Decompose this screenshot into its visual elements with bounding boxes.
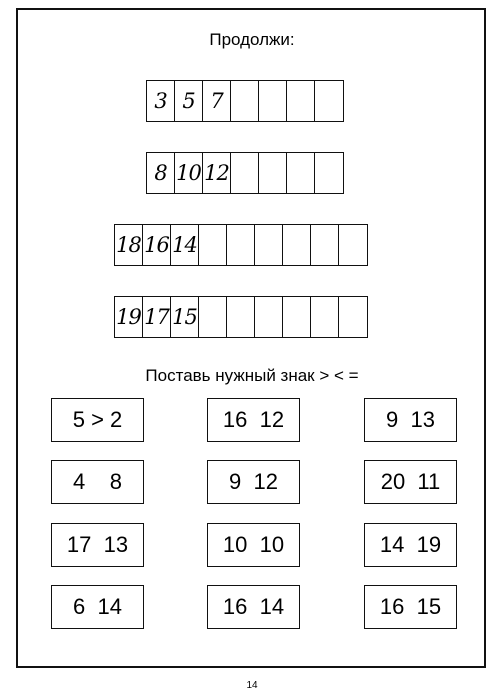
sequence-cell: 18 [115,225,143,265]
comparison-box[interactable]: 9 12 [207,460,300,504]
sequence-cell[interactable] [287,81,315,121]
comparison-box[interactable]: 6 14 [51,585,144,629]
sequence-cell[interactable] [315,81,343,121]
sequence-cell[interactable] [339,225,367,265]
comparison-box[interactable]: 9 13 [364,398,457,442]
sequence-cell[interactable] [311,297,339,337]
sequence-cell: 12 [203,153,231,193]
sequence-cell[interactable] [199,297,227,337]
sequence-cell[interactable] [259,81,287,121]
sequence-cell[interactable] [287,153,315,193]
sequence-cell: 16 [143,225,171,265]
sequence-cell: 19 [115,297,143,337]
sequence-cell[interactable] [339,297,367,337]
sequence-row-1 [146,80,344,122]
comparison-box[interactable]: 20 11 [364,460,457,504]
sequence-cell: 14 [171,225,199,265]
comparison-box[interactable]: 10 10 [207,523,300,567]
comparison-box[interactable]: 16 15 [364,585,457,629]
sequence-cell[interactable] [259,153,287,193]
sequence-cell[interactable] [315,153,343,193]
comparison-box[interactable]: 5 > 2 [51,398,144,442]
comparison-box[interactable]: 16 12 [207,398,300,442]
sequence-row-3 [114,224,368,266]
sequence-cell: 17 [143,297,171,337]
sequence-cell[interactable] [255,297,283,337]
sequence-cell: 15 [171,297,199,337]
sequence-cell[interactable] [255,225,283,265]
sequence-cell[interactable] [227,297,255,337]
sequence-cell: 5 [175,81,203,121]
sequence-cell: 8 [147,153,175,193]
comparison-box[interactable]: 14 19 [364,523,457,567]
continue-heading: Продолжи: [209,30,295,49]
sequence-cell[interactable] [231,153,259,193]
comparison-box[interactable]: 16 14 [207,585,300,629]
sequence-cell: 7 [203,81,231,121]
sequence-cell: 3 [147,81,175,121]
sequence-cell: 10 [175,153,203,193]
page-number: 14 [246,680,258,691]
sequence-row-2 [146,152,344,194]
comparison-box[interactable]: 4 8 [51,460,144,504]
sequence-cell[interactable] [283,297,311,337]
sequence-row-4 [114,296,368,338]
compare-heading: Поставь нужный знак > < = [145,366,359,385]
sequence-cell[interactable] [227,225,255,265]
sequence-cell[interactable] [199,225,227,265]
sequence-cell[interactable] [231,81,259,121]
sequence-cell[interactable] [283,225,311,265]
comparison-box[interactable]: 17 13 [51,523,144,567]
sequence-cell[interactable] [311,225,339,265]
